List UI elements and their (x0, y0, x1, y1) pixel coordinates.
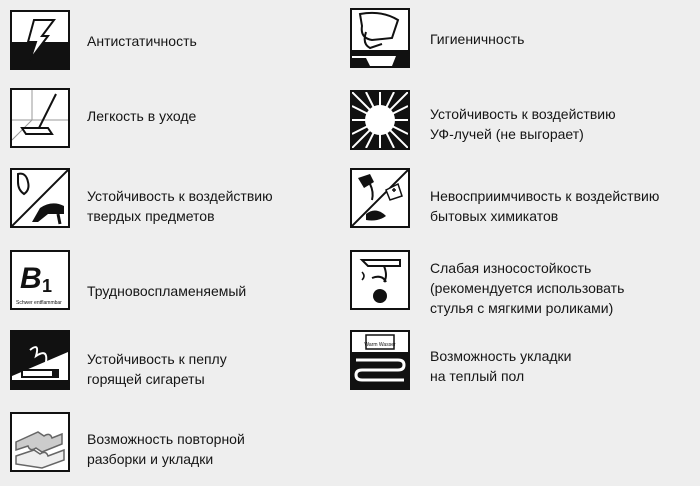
high-heel-shoe-icon (10, 168, 70, 228)
cigarette-burn-icon (10, 330, 70, 390)
badge-letter: B (20, 262, 42, 295)
feature-flame-retardant: Трудновоспламеняемый (87, 283, 247, 299)
chemical-spill-icon (350, 168, 410, 228)
feature-cigarette-resistance: Устойчивость к пеплу горящей сигареты (87, 351, 227, 387)
puzzle-relay-icon (10, 412, 70, 472)
feature-antistatic: Антистатичность (87, 33, 197, 49)
badge-subscript: 1 (42, 276, 53, 296)
underfloor-heating-icon (350, 330, 410, 390)
feature-reinstallation: Возможность повторной разборки и укладки (87, 431, 245, 467)
antistatic-icon (10, 10, 70, 70)
badge-caption: Schwer entflammbar (16, 300, 62, 306)
feature-uv-resistance: Устойчивость к воздействию УФ-лучей (не выгорает) (430, 106, 616, 142)
fire-class-b1-icon (10, 250, 70, 310)
chair-caster-icon (350, 250, 410, 310)
feature-wear-resistance: Слабая износостойкость (рекомендуется использовать стулья с мягкими роликами) (430, 260, 625, 316)
feature-underfloor-heating: Возможность укладки на теплый пол (430, 348, 572, 384)
feature-chemical-resistance: Невосприимчивость к воздействию бытовых химикатов (430, 188, 660, 224)
sun-uv-icon (350, 90, 410, 150)
feature-hard-objects: Устойчивость к воздействию твердых предметов (87, 188, 273, 224)
feature-hygiene: Гигиеничность (430, 31, 525, 47)
mop-cleaning-icon (10, 88, 70, 148)
hygiene-hand-icon (350, 8, 410, 68)
heating-caption: Warm Wasser (364, 342, 396, 348)
feature-easy-care: Легкость в уходе (87, 108, 197, 124)
